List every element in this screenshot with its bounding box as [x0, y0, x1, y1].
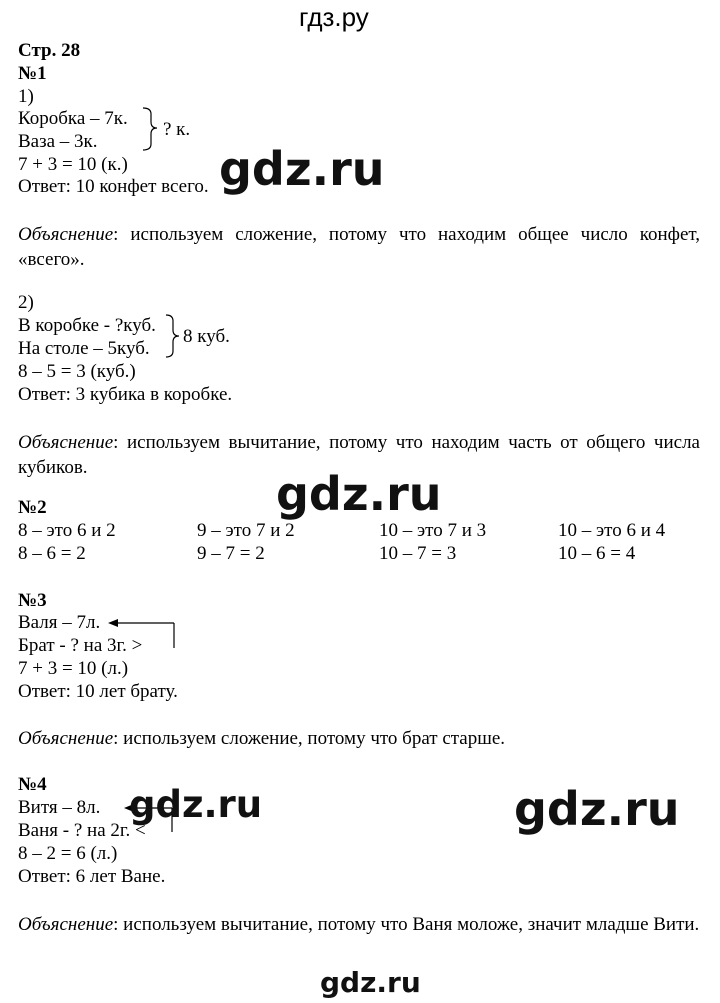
task2-cell: 10 – это 7 и 3	[379, 520, 487, 541]
task1-part1-equation: 7 + 3 = 10 (к.)	[18, 154, 128, 175]
task4-title: №4	[18, 774, 47, 795]
explanation-label: Объяснение	[18, 914, 114, 935]
task3-title: №3	[18, 590, 47, 611]
explanation-text: : используем вычитание, потому что Ваня моложе, значит младше Вити.	[113, 914, 700, 935]
task3-answer: Ответ: 10 лет брату.	[18, 681, 178, 702]
task4-equation: 8 – 2 = 6 (л.)	[18, 843, 118, 864]
task1-part1-number: 1)	[18, 86, 34, 107]
arrow-task3	[108, 619, 174, 648]
task1-part2-line2: На столе – 5куб.	[18, 338, 150, 359]
explanation-text: : используем сложение, потому что находим общее число конфет, «всего».	[18, 224, 700, 270]
task1-part1-answer: Ответ: 10 конфет всего.	[18, 176, 209, 197]
task2-cell: 9 – это 7 и 2	[197, 520, 295, 541]
task1-part2-brace-label: 8 куб.	[183, 326, 230, 347]
watermark: gdz.ru	[219, 142, 385, 196]
task3-line2: Брат - ? на 3г. >	[18, 635, 143, 656]
page-label: Стр. 28	[18, 40, 81, 61]
task1-part2-answer: Ответ: 3 кубика в коробке.	[18, 384, 233, 405]
task2-cell: 10 – 7 = 3	[379, 543, 457, 564]
task4-line2: Ваня - ? на 2г. <	[18, 820, 146, 841]
task2-cell: 8 – это 6 и 2	[18, 520, 116, 541]
task1-part1-line1: Коробка – 7к.	[18, 108, 128, 129]
task2-title: №2	[18, 497, 47, 518]
task1-part2-equation: 8 – 5 = 3 (куб.)	[18, 361, 136, 382]
explanation-text: : используем сложение, потому что брат старше.	[113, 728, 506, 749]
task2-cell: 10 – 6 = 4	[558, 543, 636, 564]
brace-part2	[166, 315, 179, 357]
explanation-label: Объяснение	[18, 432, 114, 453]
task1-part1-line2: Ваза – 3к.	[18, 131, 98, 152]
watermark: gdz.ru	[276, 467, 442, 521]
watermark: gdz.ru	[320, 966, 421, 999]
task1-part2-line1: В коробке - ?куб.	[18, 315, 156, 336]
task2-cell: 8 – 6 = 2	[18, 543, 86, 564]
task2-cell: 9 – 7 = 2	[197, 543, 265, 564]
task3-equation: 7 + 3 = 10 (л.)	[18, 658, 129, 679]
task1-part2-number: 2)	[18, 292, 34, 313]
task4-answer: Ответ: 6 лет Ване.	[18, 866, 166, 887]
explanation-label: Объяснение	[18, 728, 114, 749]
task1-title: №1	[18, 63, 47, 84]
task1-part1-brace-label: ? к.	[163, 119, 191, 140]
brace-part1	[143, 108, 157, 150]
watermark: gdz.ru	[129, 783, 263, 826]
explanation-label: Объяснение	[18, 224, 114, 245]
explanation-text: : используем вычитание, потому что находим часть от общего числа кубиков.	[18, 432, 700, 478]
watermark: gdz.ru	[514, 782, 680, 836]
task3-line1: Валя – 7л.	[18, 612, 101, 633]
task2-cell: 10 – это 6 и 4	[558, 520, 666, 541]
task4-line1: Витя – 8л.	[18, 797, 101, 818]
site-header: гдз.ру	[299, 2, 369, 32]
